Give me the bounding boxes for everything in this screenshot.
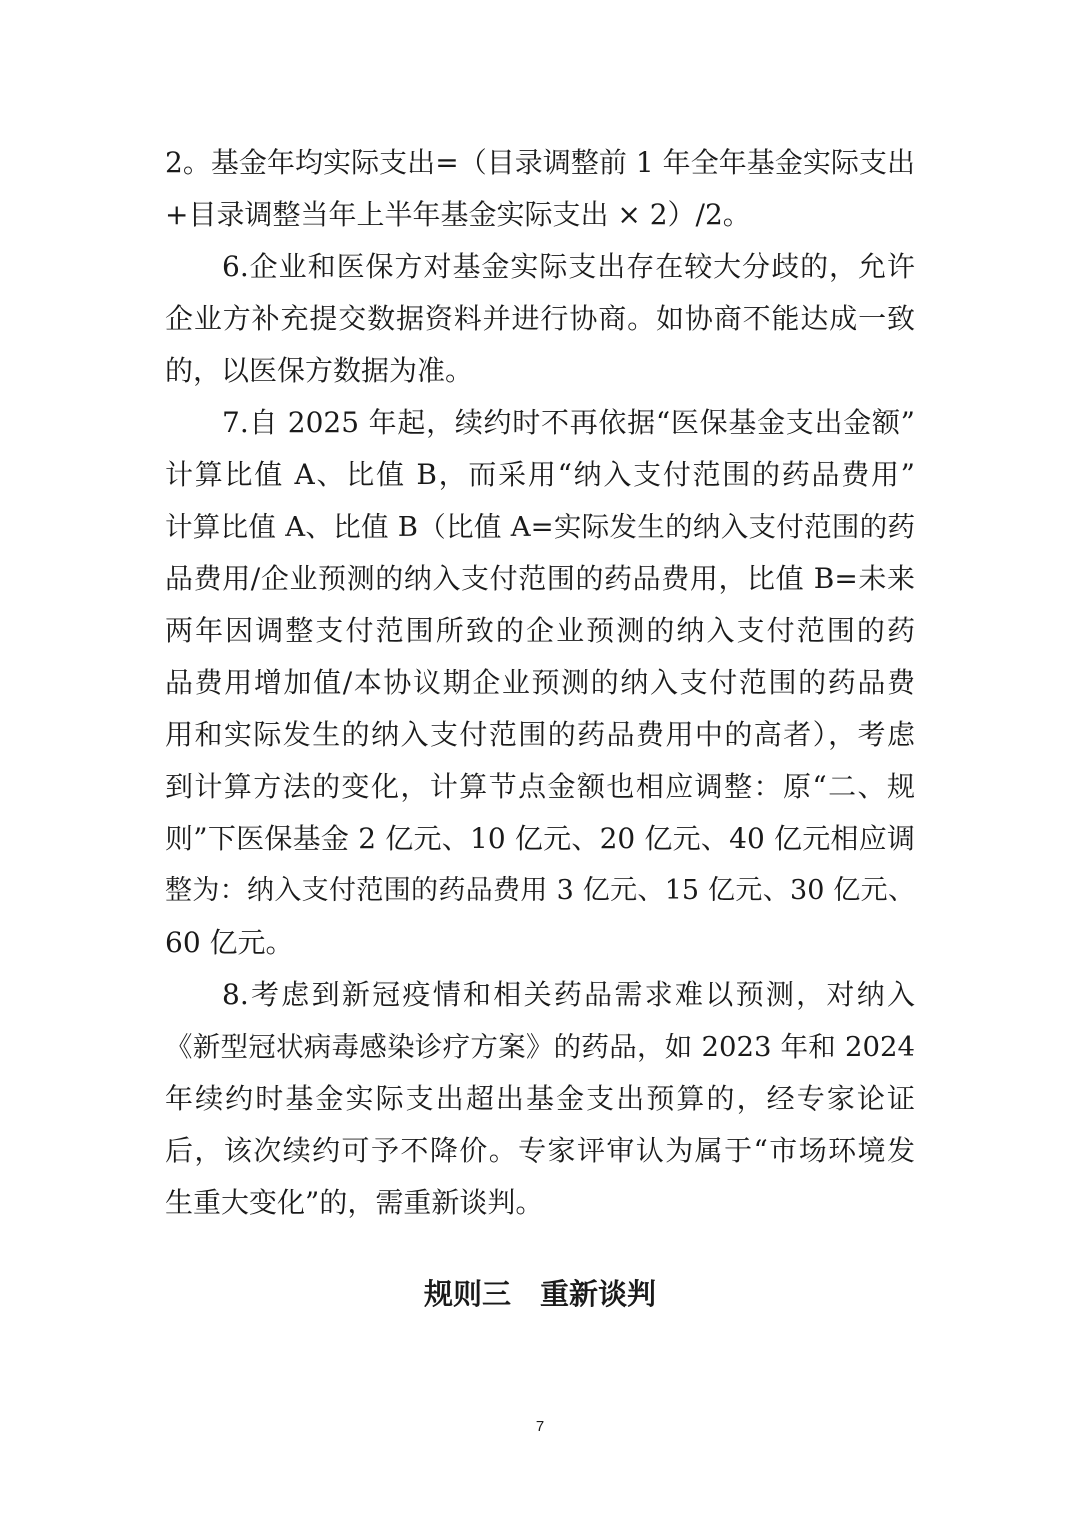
text-line: 2。基金年均实际支出=（目录调整前 1 年全年基金实际支出	[165, 146, 915, 179]
section-heading: 规则三 重新谈判	[423, 1277, 656, 1311]
text-line: 两年因调整支付范围所致的企业预测的纳入支付范围的药	[165, 614, 915, 647]
text-line: 计算比值 A、比值 B（比值 A=实际发生的纳入支付范围的药	[165, 511, 915, 543]
text-line: 6.企业和医保方对基金实际支出存在较大分歧的，允许	[222, 250, 915, 283]
page-number: 7	[535, 1418, 545, 1435]
text-line: 品费用/企业预测的纳入支付范围的药品费用，比值 B=未来	[165, 562, 915, 595]
text-line: 计算比值 A、比值 B，而采用“纳入支付范围的药品费用”	[165, 458, 915, 491]
text-line: 生重大变化”的，需重新谈判。	[165, 1186, 544, 1219]
text-line: +目录调整当年上半年基金实际支出 × 2）/2。	[165, 198, 751, 231]
text-line: 60 亿元。	[165, 926, 294, 959]
text-line: 整为：纳入支付范围的药品费用 3 亿元、15 亿元、30 亿元、	[165, 875, 915, 906]
text-line: 8.考虑到新冠疫情和相关药品需求难以预测，对纳入	[222, 978, 915, 1011]
text-line: 的，以医保方数据为准。	[165, 354, 474, 387]
text-line: 品费用增加值/本协议期企业预测的纳入支付范围的药品费	[165, 666, 915, 699]
text-line: 7.自 2025 年起，续约时不再依据“医保基金支出金额”	[222, 406, 915, 439]
text-line: 则”下医保基金 2 亿元、10 亿元、20 亿元、40 亿元相应调	[165, 822, 915, 855]
text-line: 年续约时基金实际支出超出基金支出预算的，经专家论证	[165, 1082, 915, 1115]
text-line: 后，该次续约可予不降价。专家评审认为属于“市场环境发	[165, 1134, 915, 1167]
text-line: 用和实际发生的纳入支付范围的药品费用中的高者），考虑	[165, 718, 915, 751]
text-line: 《新型冠状病毒感染诊疗方案》的药品，如 2023 年和 2024	[165, 1031, 915, 1063]
text-line: 企业方补充提交数据资料并进行协商。如协商不能达成一致	[165, 302, 915, 335]
text-line: 到计算方法的变化，计算节点金额也相应调整：原“二、规	[165, 770, 915, 803]
